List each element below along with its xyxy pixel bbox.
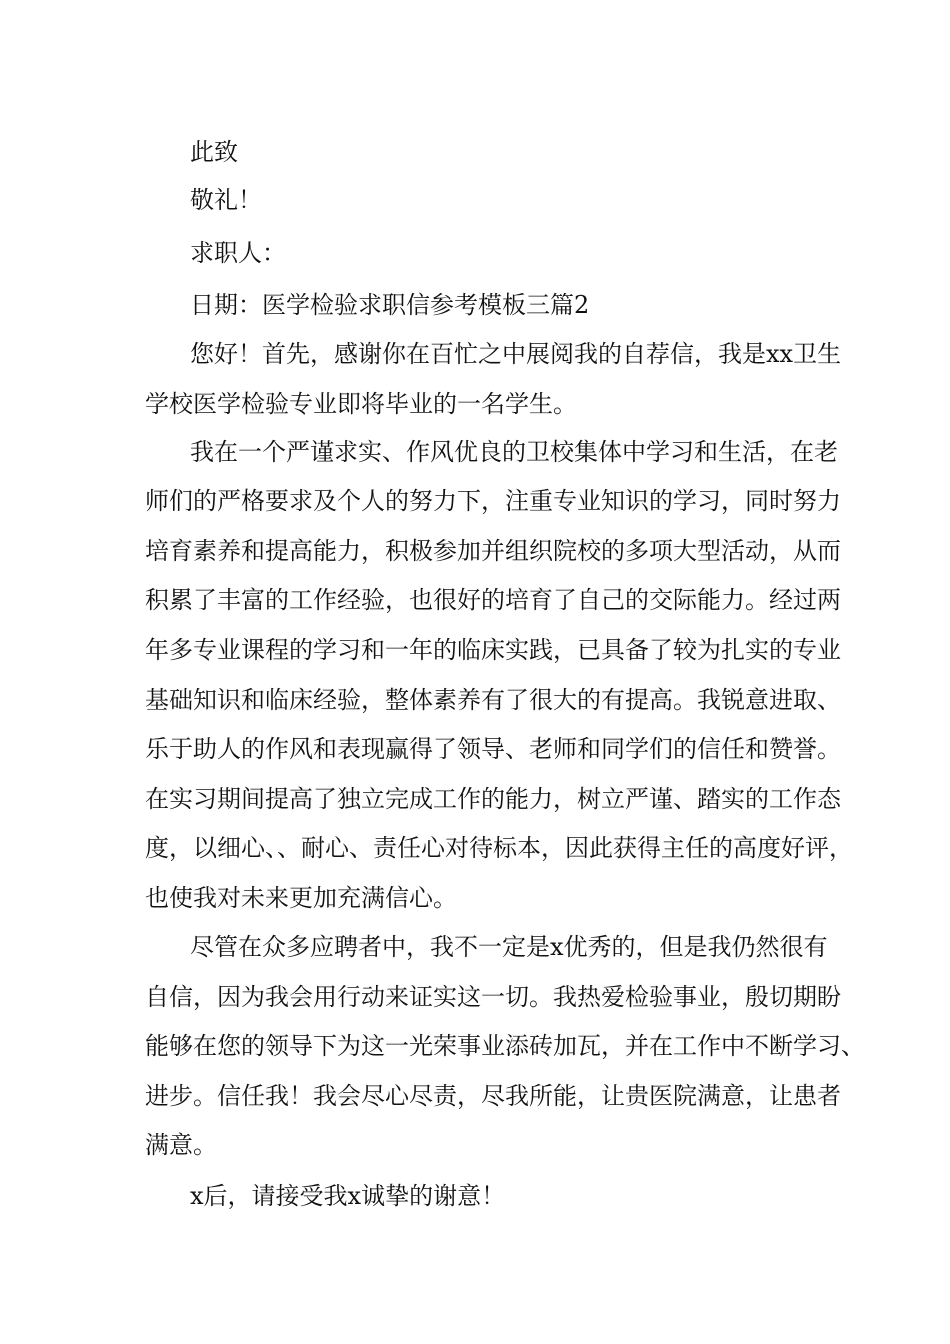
closing-respect: 敬礼！	[190, 186, 262, 214]
paragraph-line: 尽管在众多应聘者中，我不一定是x优秀的，但是我仍然很有	[190, 933, 828, 961]
paragraph-line: 学校医学检验专业即将毕业的一名学生。	[145, 390, 577, 418]
paragraph-line: 您好！首先，感谢你在百忙之中展阅我的自荐信，我是xx卫生	[190, 340, 842, 368]
paragraph-line: 培育素养和提高能力，积极参加并组织院校的多项大型活动，从而	[145, 537, 841, 565]
paragraph-line: 师们的严格要求及个人的努力下，注重专业知识的学习，同时努力	[145, 487, 841, 515]
paragraph-line: 乐于助人的作风和表现赢得了领导、老师和同学们的信任和赞誉。	[145, 735, 841, 763]
applicant-label: 求职人：	[190, 239, 286, 267]
paragraph-line: 积累了丰富的工作经验，也很好的培育了自己的交际能力。经过两	[145, 586, 841, 614]
paragraph-line: 能够在您的领导下为这一光荣事业添砖加瓦，并在工作中不断学习、	[145, 1032, 865, 1060]
paragraph-line: 满意。	[145, 1131, 217, 1159]
closing-salutation: 此致	[190, 138, 238, 166]
paragraph-line: 度，以细心、、耐心、责任心对待标本，因此获得主任的高度好评，	[145, 834, 853, 862]
paragraph-line: 我在一个严谨求实、作风优良的卫校集体中学习和生活，在老	[190, 438, 838, 466]
paragraph-line: 自信，因为我会用行动来证实这一切。我热爱检验事业，殷切期盼	[145, 983, 841, 1011]
paragraph-line: 进步。信任我！我会尽心尽责，尽我所能，让贵医院满意，让患者	[145, 1082, 841, 1110]
paragraph-line: 基础知识和临床经验，整体素养有了很大的有提高。我锐意进取、	[145, 686, 841, 714]
paragraph-line: x后，请接受我x诚挚的谢意！	[190, 1182, 506, 1210]
paragraph-line: 年多专业课程的学习和一年的临床实践，已具备了较为扎实的专业	[145, 636, 841, 664]
date-line: 日期：医学检验求职信参考模板三篇2	[190, 291, 590, 319]
paragraph-line: 在实习期间提高了独立完成工作的能力，树立严谨、踏实的工作态	[145, 785, 841, 813]
paragraph-line: 也使我对未来更加充满信心。	[145, 884, 457, 912]
